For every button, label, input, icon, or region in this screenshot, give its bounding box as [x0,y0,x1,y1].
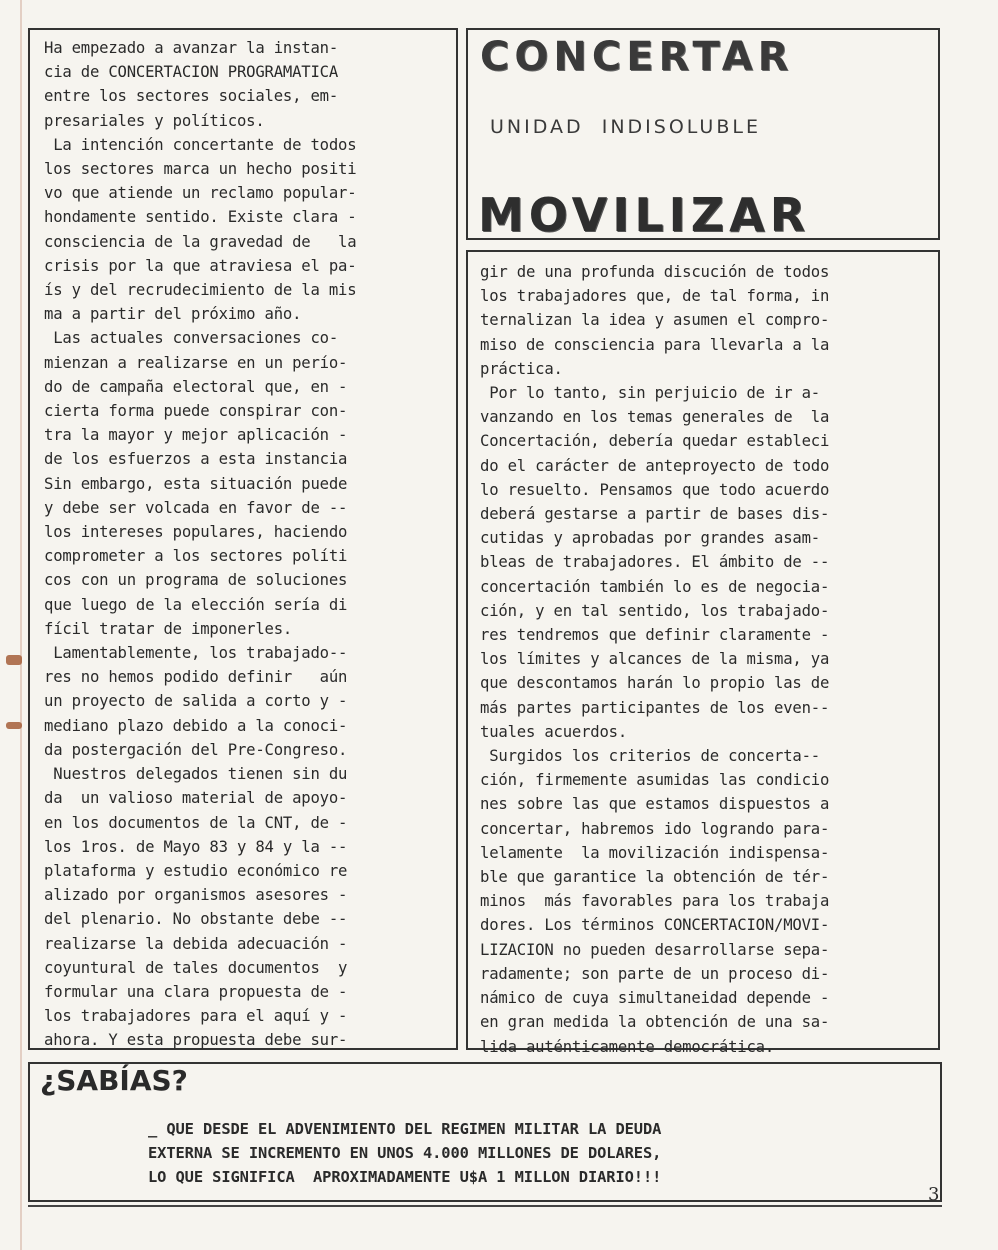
banner-headline-movilizar: MOVILIZAR [478,188,811,242]
right-article-box [466,250,940,1056]
page-number: 3 [928,1184,940,1205]
staple-mark [6,722,22,729]
right-column [466,28,942,1056]
page-edge-line [20,0,22,1250]
banner-subtitle: UNIDAD INDISOLUBLE [490,116,761,138]
banner-headline-concertar: CONCERTAR [480,34,794,80]
left-column [28,28,458,1050]
bottom-rule [28,1205,942,1207]
staple-mark [6,655,22,665]
left-column-text: Ha empezado a avanzar la instan- cia de CONCERTACION PROGRAMATICA entre los sectores sociales, em- presariales y políticos. La intención concertante de todos los sectores marca un hecho positi vo que atiende un reclamo popular- hondamente sentido. Existe clara - consciencia de la gravedad de la crisis por la que atraviesa el pa- ís y del recrudecimiento de la mis ma a partir del próximo año. Las actuales conversaciones co- mienzan a realizarse en un perío- do de campaña electoral que, en - cierta forma puede conspirar con- tra la mayor y mejor aplicación - de los esfuerzos a esta instancia Sin embargo, esta situación puede y debe ser volcada en favor de -- los intereses populares, haciendo comprometer a los sectores políti cos con un programa de soluciones que luego de la elección sería di fícil tratar de imponerles. Lamentablemente, los trabajado-- res no hemos podido definir aún un proyecto de salida a corto y - mediano plazo debido a la conoci- da postergación del Pre-Congreso. Nuestros delegados tienen sin du da un valioso material de apoyo- en los documentos de la CNT, de - los 1ros. de Mayo 83 y 84 y la -- plataforma y estudio económico re alizado por organismos asesores - del plenario. No obstante debe -- realizarse la debida adecuación - coyuntural de tales documentos y formular una clara propuesta de - los trabajadores para el aquí y - ahora. Y esta propuesta debe sur- [44,39,357,1050]
right-column-text: gir de una profunda discución de todos los trabajadores que, de tal forma, in ternalizan la idea y asumen el compro- miso de consciencia para llevarla a la práctica. Por lo tanto, sin perjuicio de ir a- vanzando en los temas generales de la Concertación, debería quedar estableci do el carácter de anteproyecto de todo lo resuelto. Pensamos que todo acuerdo deberá gestarse a partir de bases dis- cutidas y aprobadas por grandes asam- bleas de trabajadores. El ámbito de -- concertación también lo es de negocia- ción, y en tal sentido, los trabajado- res tendremos que definir claramente - los límites y alcances de la misma, ya que descontamos harán lo propio las de más partes participantes de los even-- tuales acuerdos. Surgidos los criterios de concerta-- ción, firmemente asumidas las condicio nes sobre las que estamos dispuestos a concertar, habremos ido logrando para- lelamente la movilización indispensa- ble que garantice la obtención de tér- minos más favorables para los trabaja dores. Los términos CONCERTACION/MOVI- LIZACION no pueden desarrollarse sepa- radamente; son parte de un proceso di- námico de cuya simultaneidad depende - en gran medida la obtención de una sa- lida auténticamente democrática. [480,263,830,1056]
slogan-banner [466,28,940,240]
sabias-text: _ QUE DESDE EL ADVENIMIENTO DEL REGIMEN MILITAR LA DEUDA EXTERNA SE INCREMENTO EN UNOS 4.000 MILLONES DE DOLARES, LO QUE SIGNIFICA APROXIMADAMENTE U$A 1 MILLON DIARIO!!! [148,1120,662,1187]
sabias-box [28,1062,942,1202]
sabias-title: ¿SABÍAS? [40,1064,188,1097]
